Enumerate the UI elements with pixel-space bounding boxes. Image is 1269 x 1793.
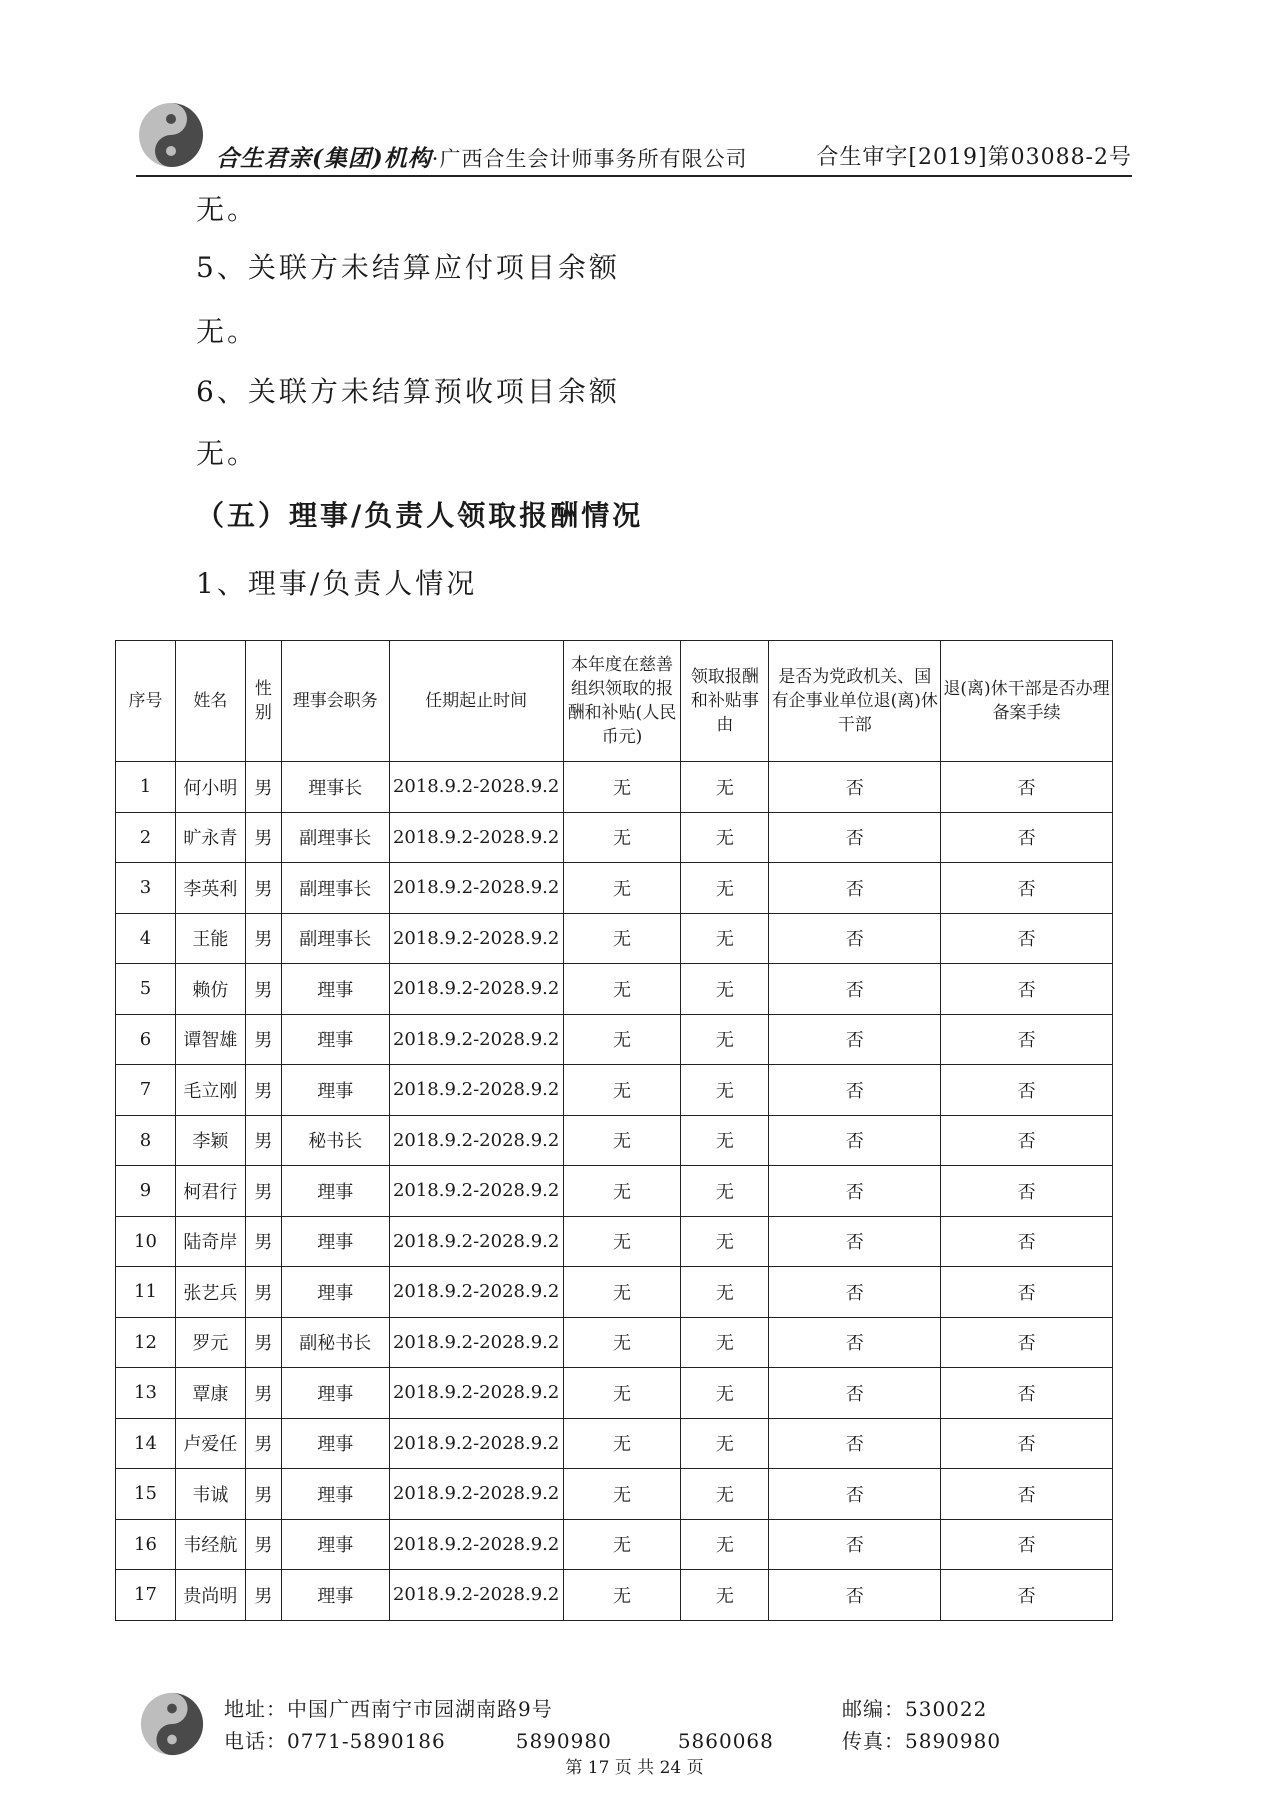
cell-compensation: 无: [563, 1317, 681, 1368]
cell-retired-cadre: 否: [769, 1115, 941, 1166]
page-number: 第 17 页 共 24 页: [565, 1758, 704, 1778]
cell-reason: 无: [681, 1519, 769, 1570]
footer-address: 地址：中国广西南宁市园湖南路9号: [224, 1697, 553, 1721]
cell-gender: 男: [245, 1166, 281, 1217]
table-row: [116, 1418, 1113, 1469]
col-header-gender: 性别: [245, 641, 281, 762]
table-row: [116, 1216, 1113, 1267]
paragraph-none-2: 无。: [196, 315, 259, 348]
cell-reason: 无: [681, 1014, 769, 1065]
cell-filing: 否: [941, 1519, 1113, 1570]
cell-compensation: 无: [563, 1216, 681, 1267]
table-header-row: [116, 641, 1113, 762]
paragraph-none-1: 无。: [196, 193, 259, 226]
firm-logo-icon: [136, 100, 206, 170]
cell-name: 何小明: [175, 762, 245, 813]
cell-term: 2018.9.2-2028.9.2: [389, 1014, 563, 1065]
cell-position: 秘书长: [281, 1115, 389, 1166]
cell-name: 贵尚明: [175, 1570, 245, 1621]
cell-term: 2018.9.2-2028.9.2: [389, 1368, 563, 1419]
cell-position: 理事: [281, 1469, 389, 1520]
table-row: [116, 964, 1113, 1015]
cell-gender: 男: [245, 1368, 281, 1419]
cell-gender: 男: [245, 1418, 281, 1469]
table-row: [116, 812, 1113, 863]
table-row: [116, 1519, 1113, 1570]
cell-filing: 否: [941, 1065, 1113, 1116]
cell-index: 12: [116, 1317, 176, 1368]
cell-term: 2018.9.2-2028.9.2: [389, 1317, 563, 1368]
cell-position: 理事: [281, 1570, 389, 1621]
doc-number: 合生审字[2019]第03088-2号: [816, 145, 1132, 170]
cell-retired-cadre: 否: [769, 964, 941, 1015]
cell-reason: 无: [681, 1267, 769, 1318]
cell-filing: 否: [941, 1014, 1113, 1065]
cell-retired-cadre: 否: [769, 1570, 941, 1621]
table-row: [116, 1166, 1113, 1217]
cell-compensation: 无: [563, 863, 681, 914]
cell-index: 3: [116, 863, 176, 914]
cell-index: 16: [116, 1519, 176, 1570]
item-6-heading: 6、关联方未结算预收项目余额: [196, 375, 620, 408]
cell-compensation: 无: [563, 762, 681, 813]
cell-position: 理事长: [281, 762, 389, 813]
cell-filing: 否: [941, 964, 1113, 1015]
cell-compensation: 无: [563, 1418, 681, 1469]
col-header-filing: 退(离)休干部是否办理备案手续: [941, 641, 1113, 762]
org-script-name: 合生君亲(集团)机构: [216, 145, 432, 172]
cell-reason: 无: [681, 1418, 769, 1469]
cell-name: 覃康: [175, 1368, 245, 1419]
cell-compensation: 无: [563, 812, 681, 863]
cell-filing: 否: [941, 1368, 1113, 1419]
cell-index: 4: [116, 913, 176, 964]
table-row: [116, 1368, 1113, 1419]
footer-phone-3: 5860068: [677, 1729, 774, 1753]
cell-gender: 男: [245, 1267, 281, 1318]
cell-gender: 男: [245, 1317, 281, 1368]
cell-index: 7: [116, 1065, 176, 1116]
cell-compensation: 无: [563, 913, 681, 964]
cell-name: 旷永青: [175, 812, 245, 863]
table-row: [116, 762, 1113, 813]
table-row: [116, 913, 1113, 964]
cell-retired-cadre: 否: [769, 1368, 941, 1419]
cell-retired-cadre: 否: [769, 1065, 941, 1116]
cell-retired-cadre: 否: [769, 913, 941, 964]
cell-reason: 无: [681, 1166, 769, 1217]
cell-compensation: 无: [563, 1570, 681, 1621]
cell-term: 2018.9.2-2028.9.2: [389, 1065, 563, 1116]
table-row: [116, 1267, 1113, 1318]
cell-compensation: 无: [563, 1115, 681, 1166]
cell-term: 2018.9.2-2028.9.2: [389, 1166, 563, 1217]
cell-filing: 否: [941, 1166, 1113, 1217]
cell-index: 6: [116, 1014, 176, 1065]
cell-filing: 否: [941, 1216, 1113, 1267]
cell-gender: 男: [245, 1519, 281, 1570]
cell-retired-cadre: 否: [769, 863, 941, 914]
cell-reason: 无: [681, 1317, 769, 1368]
cell-index: 2: [116, 812, 176, 863]
cell-position: 理事: [281, 1065, 389, 1116]
col-header-index: 序号: [116, 641, 176, 762]
col-header-position: 理事会职务: [281, 641, 389, 762]
table-row: [116, 863, 1113, 914]
cell-index: 1: [116, 762, 176, 813]
col-header-retired-cadre: 是否为党政机关、国有企事业单位退(离)休干部: [769, 641, 941, 762]
cell-name: 卢爱任: [175, 1418, 245, 1469]
table-row: [116, 1469, 1113, 1520]
cell-gender: 男: [245, 1115, 281, 1166]
cell-name: 韦经航: [175, 1519, 245, 1570]
cell-gender: 男: [245, 1469, 281, 1520]
cell-filing: 否: [941, 762, 1113, 813]
cell-reason: 无: [681, 1368, 769, 1419]
cell-compensation: 无: [563, 1065, 681, 1116]
cell-gender: 男: [245, 863, 281, 914]
col-header-name: 姓名: [175, 641, 245, 762]
cell-filing: 否: [941, 1469, 1113, 1520]
cell-reason: 无: [681, 863, 769, 914]
header-org: [216, 140, 747, 173]
cell-position: 理事: [281, 1166, 389, 1217]
cell-name: 李颖: [175, 1115, 245, 1166]
col-header-compensation: 本年度在慈善组织领取的报酬和补贴(人民币元): [563, 641, 681, 762]
cell-retired-cadre: 否: [769, 1418, 941, 1469]
cell-compensation: 无: [563, 1469, 681, 1520]
cell-index: 5: [116, 964, 176, 1015]
cell-term: 2018.9.2-2028.9.2: [389, 1469, 563, 1520]
cell-index: 8: [116, 1115, 176, 1166]
cell-filing: 否: [941, 1115, 1113, 1166]
cell-name: 韦诚: [175, 1469, 245, 1520]
cell-gender: 男: [245, 812, 281, 863]
sub-1-heading: 1、理事/负责人情况: [196, 567, 478, 600]
cell-term: 2018.9.2-2028.9.2: [389, 863, 563, 914]
cell-gender: 男: [245, 913, 281, 964]
cell-term: 2018.9.2-2028.9.2: [389, 762, 563, 813]
cell-name: 张艺兵: [175, 1267, 245, 1318]
cell-filing: 否: [941, 812, 1113, 863]
cell-position: 理事: [281, 1418, 389, 1469]
table-row: [116, 1115, 1113, 1166]
cell-filing: 否: [941, 1267, 1113, 1318]
page-header: [136, 100, 1132, 180]
cell-index: 13: [116, 1368, 176, 1419]
cell-name: 赖仿: [175, 964, 245, 1015]
cell-position: 理事: [281, 964, 389, 1015]
cell-position: 理事: [281, 1519, 389, 1570]
footer-logo-icon: [138, 1690, 206, 1758]
cell-retired-cadre: 否: [769, 1267, 941, 1318]
cell-index: 9: [116, 1166, 176, 1217]
cell-index: 17: [116, 1570, 176, 1621]
cell-reason: 无: [681, 1469, 769, 1520]
cell-name: 王能: [175, 913, 245, 964]
cell-position: 理事: [281, 1267, 389, 1318]
cell-position: 理事: [281, 1014, 389, 1065]
table-row: [116, 1065, 1113, 1116]
footer-phone-1: 电话：0771-5890186: [224, 1729, 446, 1753]
cell-gender: 男: [245, 964, 281, 1015]
cell-filing: 否: [941, 1418, 1113, 1469]
cell-retired-cadre: 否: [769, 1166, 941, 1217]
cell-reason: 无: [681, 1065, 769, 1116]
cell-term: 2018.9.2-2028.9.2: [389, 1115, 563, 1166]
cell-name: 李英利: [175, 863, 245, 914]
cell-term: 2018.9.2-2028.9.2: [389, 1267, 563, 1318]
cell-position: 副理事长: [281, 863, 389, 914]
cell-position: 副秘书长: [281, 1317, 389, 1368]
cell-compensation: 无: [563, 1519, 681, 1570]
cell-filing: 否: [941, 913, 1113, 964]
footer-phones: [224, 1725, 774, 1754]
org-name: ·广西合生会计师事务所有限公司: [431, 147, 748, 171]
cell-gender: 男: [245, 1216, 281, 1267]
cell-index: 14: [116, 1418, 176, 1469]
cell-reason: 无: [681, 1216, 769, 1267]
cell-gender: 男: [245, 762, 281, 813]
cell-filing: 否: [941, 1570, 1113, 1621]
paragraph-none-3: 无。: [196, 437, 259, 470]
section-5-title: （五）理事/负责人领取报酬情况: [196, 499, 644, 532]
cell-position: 副理事长: [281, 913, 389, 964]
cell-compensation: 无: [563, 1368, 681, 1419]
item-5-heading: 5、关联方未结算应付项目余额: [196, 251, 620, 284]
table-row: [116, 1317, 1113, 1368]
footer-postcode: 邮编：530022: [842, 1697, 988, 1721]
table-row: [116, 1570, 1113, 1621]
cell-term: 2018.9.2-2028.9.2: [389, 812, 563, 863]
cell-reason: 无: [681, 913, 769, 964]
col-header-term: 任期起止时间: [389, 641, 563, 762]
cell-compensation: 无: [563, 1267, 681, 1318]
cell-position: 理事: [281, 1216, 389, 1267]
cell-term: 2018.9.2-2028.9.2: [389, 964, 563, 1015]
header-divider: [136, 175, 1132, 177]
footer-phone-2: 5890980: [515, 1729, 612, 1753]
cell-reason: 无: [681, 762, 769, 813]
cell-reason: 无: [681, 1115, 769, 1166]
cell-filing: 否: [941, 863, 1113, 914]
cell-gender: 男: [245, 1570, 281, 1621]
cell-index: 11: [116, 1267, 176, 1318]
cell-name: 罗元: [175, 1317, 245, 1368]
cell-compensation: 无: [563, 964, 681, 1015]
cell-term: 2018.9.2-2028.9.2: [389, 1570, 563, 1621]
cell-index: 10: [116, 1216, 176, 1267]
cell-compensation: 无: [563, 1166, 681, 1217]
cell-retired-cadre: 否: [769, 1216, 941, 1267]
cell-position: 理事: [281, 1368, 389, 1419]
cell-gender: 男: [245, 1065, 281, 1116]
cell-name: 陆奇岸: [175, 1216, 245, 1267]
cell-reason: 无: [681, 812, 769, 863]
cell-name: 毛立刚: [175, 1065, 245, 1116]
board-members-table: [115, 640, 1113, 1621]
cell-retired-cadre: 否: [769, 812, 941, 863]
cell-gender: 男: [245, 1014, 281, 1065]
cell-retired-cadre: 否: [769, 762, 941, 813]
cell-term: 2018.9.2-2028.9.2: [389, 1216, 563, 1267]
cell-term: 2018.9.2-2028.9.2: [389, 1418, 563, 1469]
cell-reason: 无: [681, 1570, 769, 1621]
table-row: [116, 1014, 1113, 1065]
cell-retired-cadre: 否: [769, 1519, 941, 1570]
col-header-reason: 领取报酬和补贴事由: [681, 641, 769, 762]
cell-compensation: 无: [563, 1014, 681, 1065]
footer-fax: 传真：5890980: [842, 1729, 1002, 1753]
cell-filing: 否: [941, 1317, 1113, 1368]
cell-retired-cadre: 否: [769, 1014, 941, 1065]
cell-retired-cadre: 否: [769, 1317, 941, 1368]
cell-position: 副理事长: [281, 812, 389, 863]
cell-retired-cadre: 否: [769, 1469, 941, 1520]
cell-index: 15: [116, 1469, 176, 1520]
cell-term: 2018.9.2-2028.9.2: [389, 1519, 563, 1570]
cell-term: 2018.9.2-2028.9.2: [389, 913, 563, 964]
cell-name: 柯君行: [175, 1166, 245, 1217]
cell-reason: 无: [681, 964, 769, 1015]
cell-name: 谭智雄: [175, 1014, 245, 1065]
